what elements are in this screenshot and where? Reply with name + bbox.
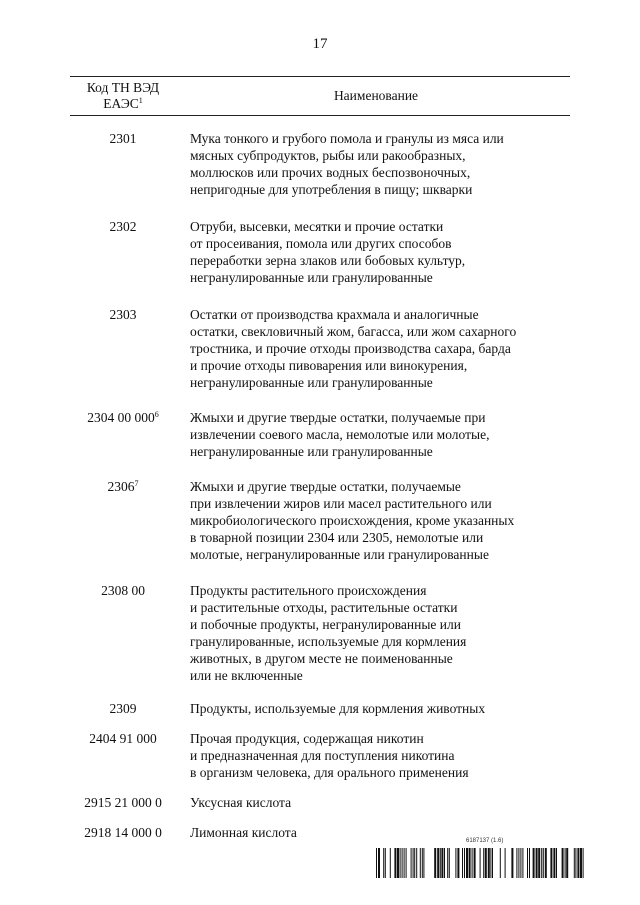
row-name xyxy=(176,794,570,811)
name-line: остатки, свекловичный жом, багасса, или жом сахарного xyxy=(190,324,517,339)
barcode-bar xyxy=(488,848,490,878)
name-line: животных, в другом месте не поименованные xyxy=(190,651,453,666)
barcode-bar xyxy=(444,848,445,878)
barcode-bar xyxy=(474,848,476,878)
name-line: Прочая продукция, содержащая никотин xyxy=(190,731,424,746)
barcode-bar xyxy=(414,848,415,878)
barcode-bar xyxy=(437,848,439,878)
table-row xyxy=(70,582,570,684)
name-line: Мука тонкого и грубого помола и гранулы из мяса или xyxy=(190,131,504,146)
name-line: моллюсков или прочих водных беспозвоночных, xyxy=(190,165,471,180)
barcode-bar xyxy=(394,848,396,878)
name-line: и растительные отходы, растительные остатки xyxy=(190,600,458,615)
name-line: Отруби, высевки, месятки и прочие остатки xyxy=(190,219,444,234)
header-code-line: Код ТН ВЭД xyxy=(86,80,160,95)
name-line: Продукты растительного происхождения xyxy=(190,583,427,598)
barcode-bar xyxy=(550,848,552,878)
barcode-bar xyxy=(406,848,407,878)
name-line: и прочие отходы пивоварения или винокурения, xyxy=(190,358,468,373)
barcode-bar xyxy=(553,848,555,878)
name-line: негранулированные или гранулированные xyxy=(190,444,433,459)
header-code-line: ЕАЭС$^1$ xyxy=(103,96,143,111)
barcode-bar xyxy=(533,848,535,878)
barcode-bar xyxy=(566,848,568,878)
barcode-bar xyxy=(580,848,582,878)
name-line: негранулированные или гранулированные xyxy=(190,375,433,390)
name-line: Жмыхи и другие твердые остатки, получаемые при xyxy=(190,410,486,425)
header-name-column: Наименование xyxy=(333,88,419,103)
barcode-bar xyxy=(376,848,377,878)
name-line: при извлечении жиров или масел растительного или xyxy=(190,496,492,511)
barcode-bar xyxy=(574,848,575,878)
barcode-bar xyxy=(466,848,468,878)
footnote-ref: 7 xyxy=(134,479,139,488)
row-code: 2309 xyxy=(109,701,137,716)
barcode-bar xyxy=(400,848,401,878)
row-code: 2915 21 000 0 xyxy=(84,795,162,810)
barcode-bar xyxy=(402,848,403,878)
name-line: непригодные для употребления в пищу; шкварки xyxy=(190,182,473,197)
barcode-bar xyxy=(404,848,405,878)
row-code: 2918 14 000 0 xyxy=(84,825,162,840)
barcode-bar xyxy=(455,848,456,878)
row-name xyxy=(176,700,570,717)
name-line: микробиологического происхождения, кроме указанных xyxy=(190,513,515,528)
barcode-bar xyxy=(536,848,538,878)
barcode-bar xyxy=(522,848,523,878)
row-name xyxy=(176,218,570,286)
row-name xyxy=(176,478,570,563)
barcode-bar xyxy=(575,848,576,878)
barcode-bar xyxy=(492,848,493,878)
barcode-bar xyxy=(413,848,414,878)
barcode-bar xyxy=(420,848,421,878)
table-row xyxy=(70,700,570,717)
name-line: в товарной позиции 2304 или 2305, немолотые или xyxy=(190,530,484,545)
barcode-bar xyxy=(385,848,386,878)
barcode-bar xyxy=(440,848,441,878)
barcode-bar xyxy=(397,848,399,878)
name-line: негранулированные или гранулированные xyxy=(190,270,433,285)
row-code: 2308 00 xyxy=(101,583,145,598)
barcode-bar xyxy=(527,848,528,878)
row-name xyxy=(176,582,570,684)
barcode-bar xyxy=(538,848,540,878)
row-code: 2301 xyxy=(109,131,137,146)
barcode-bar xyxy=(469,848,471,878)
barcode-bar xyxy=(378,848,380,878)
barcode-bar xyxy=(441,848,443,878)
row-code: 2304 00 $000^6$ xyxy=(87,410,159,425)
barcode-bar xyxy=(483,848,484,878)
table-row xyxy=(70,409,570,460)
header-code-column xyxy=(70,80,176,112)
barcode-bar xyxy=(518,848,519,878)
barcode-label: 6187137 (1.6) xyxy=(466,838,504,844)
table-row xyxy=(70,306,570,391)
barcode-bar xyxy=(490,848,491,878)
barcode-image xyxy=(376,848,586,878)
barcode-bar xyxy=(411,848,412,878)
barcode-bar xyxy=(434,848,436,878)
barcode-bar xyxy=(511,848,513,878)
name-line: переработки зерна злаков или бобовых культур, xyxy=(190,253,466,268)
barcode-bar xyxy=(500,848,501,878)
table-row xyxy=(70,130,570,198)
row-code: 2306$^7$ xyxy=(107,479,139,494)
row-name xyxy=(176,306,570,391)
name-line: или не включенные xyxy=(190,668,303,683)
barcode-bar xyxy=(529,848,530,878)
barcode-bar xyxy=(462,848,463,878)
name-line: Продукты, используемые для кормления животных xyxy=(190,701,486,716)
barcode-bar xyxy=(422,848,423,878)
barcode-bar xyxy=(577,848,579,878)
barcode-bar xyxy=(449,848,450,878)
table-row xyxy=(70,730,570,781)
name-line: Уксусная кислота xyxy=(190,795,292,810)
name-line: мясных субпродуктов, рыбы или ракообразных, xyxy=(190,148,466,163)
barcode-bar xyxy=(562,848,564,878)
name-line: молотые, негранулированные или гранулированные xyxy=(190,547,489,562)
barcode-bar xyxy=(416,848,417,878)
barcode-bar xyxy=(464,848,465,878)
row-name xyxy=(176,409,570,460)
name-line: и предназначенная для поступления никотина xyxy=(190,748,455,763)
footnote-ref: 6 xyxy=(154,410,159,419)
name-line: Остатки от производства крахмала и аналогичные xyxy=(190,307,479,322)
name-line: в организм человека, для орального применения xyxy=(190,765,469,780)
barcode-bar xyxy=(457,848,459,878)
row-code: 2303 xyxy=(109,307,137,322)
code-table xyxy=(70,76,570,841)
barcode-bar xyxy=(565,848,566,878)
name-line: Лимонная кислота xyxy=(190,825,297,840)
name-line: гранулированные, используемые для кормления xyxy=(190,634,467,649)
barcode-bar xyxy=(543,848,544,878)
barcode-bar xyxy=(583,848,584,878)
row-name xyxy=(176,730,570,781)
footnote-ref: 1 xyxy=(138,96,143,105)
barcode-bar xyxy=(423,848,424,878)
barcode-bar xyxy=(390,848,391,878)
table-row xyxy=(70,794,570,811)
barcode-bar xyxy=(545,848,547,878)
barcode-bar xyxy=(556,848,557,878)
barcode-bar xyxy=(520,848,521,878)
barcode-bar xyxy=(505,848,506,878)
barcode-bar xyxy=(541,848,542,878)
barcode-bar xyxy=(472,848,473,878)
row-name xyxy=(176,824,570,841)
name-line: извлечении соевого масла, немолотые или молотые, xyxy=(190,427,490,442)
barcode-bar xyxy=(485,848,487,878)
name-line: Жмыхи и другие твердые остатки, получаемые xyxy=(190,479,461,494)
name-line: тростника, и прочие отходы производства сахара, барда xyxy=(190,341,511,356)
barcode-bar xyxy=(516,848,517,878)
name-line: от просеивания, помола или других способов xyxy=(190,236,452,251)
name-line: и побочные продукты, негранулированные или xyxy=(190,617,461,632)
barcode-bar xyxy=(447,848,448,878)
row-code: 2302 xyxy=(109,219,137,234)
row-code: 2404 91 000 xyxy=(89,731,157,746)
barcode-bar xyxy=(383,848,384,878)
barcode-bar xyxy=(480,848,481,878)
table-body xyxy=(70,130,570,841)
page-number: 17 xyxy=(312,36,328,52)
table-row xyxy=(70,218,570,286)
table-header xyxy=(70,76,570,116)
table-row xyxy=(70,478,570,563)
row-name xyxy=(176,130,570,198)
